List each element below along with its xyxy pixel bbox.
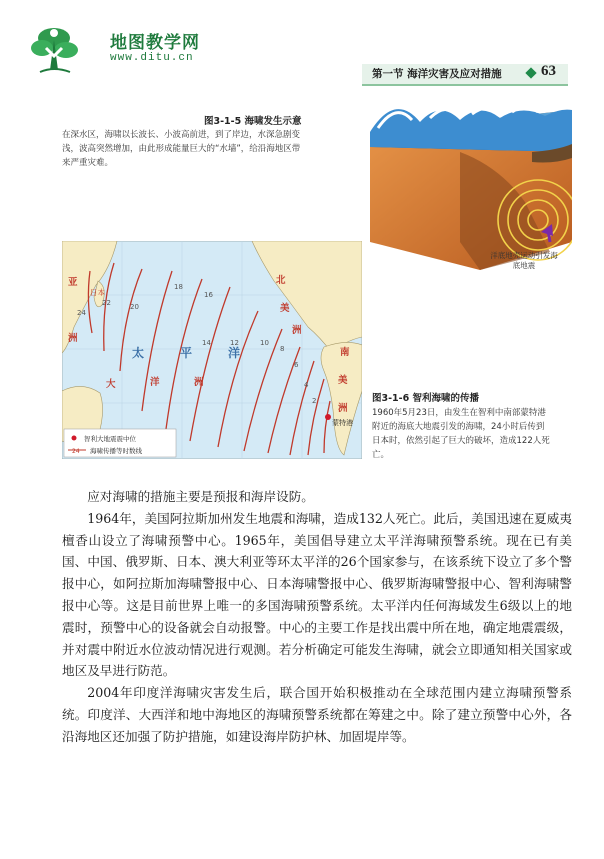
ocean-label: 洋: [228, 346, 241, 360]
earthquake-annotation: 洋底地壳运动引发海底地震: [490, 251, 558, 270]
site-url[interactable]: www.ditu.cn: [110, 52, 194, 64]
continent-label: 洲: [338, 403, 348, 414]
figure2-caption: 1960年5月23日，由发生在智利中南部蒙特港附近的海底大地震引发的海啸，24小时后传到日本时，依然引起了巨大的破坏，造成122人死亡。: [372, 408, 550, 460]
puerto-montt-label: 蒙特港: [332, 419, 353, 427]
legend-isoline-label: 海啸传播等时数线: [90, 447, 142, 455]
continent-label: 洋: [150, 377, 160, 388]
site-brand: 地图教学网: [110, 33, 200, 53]
figure1-title: 图3-1-5 海啸发生示意: [204, 116, 302, 127]
figure2-title: 图3-1-6 智利海啸的传播: [372, 393, 480, 404]
legend-epicenter-label: 智利大地震震中位: [84, 435, 136, 443]
contour-label: 6: [294, 361, 299, 369]
continent-label: 南: [340, 347, 350, 358]
contour-label: 4: [304, 381, 309, 389]
continent-label: 洲: [292, 325, 302, 336]
contour-label: 8: [280, 345, 285, 353]
paragraph: 1964年，美国阿拉斯加州发生地震和海啸，造成132人死亡。此后，美国迅速在夏威夷檀香山设立了海啸预警中心。1965年，美国倡导建立太平洋海啸预警系统。现在已有美国、中国、俄罗斯、日本、澳大利亚等环太平洋的26个国家参与，在该系统下设立了多个警报中心，如阿拉斯加海啸警报中心、日本海啸警报中心、俄罗斯海啸警报中心、智利海啸警报中心等。这是目前世界上唯一的多国海啸预警系统。太平洋内任何海域发生6级以上的地震时，预警中心的设备就会自动报警。中心的主要工作是找出震中所在地，确定地震震级，并对震中附近水位波动情况进行观测。若分析确定可能发生海啸，就会立即通知相关国家或地区及早进行防范。: [62, 510, 572, 679]
paragraph: 应对海啸的措施主要是预报和海岸设防。: [87, 489, 314, 504]
legend-epicenter-icon: [72, 436, 77, 441]
contour-label: 2: [312, 397, 317, 405]
ocean-label: 太: [132, 346, 145, 360]
contour-label: 12: [230, 339, 239, 347]
figure1-caption: 在深水区，海啸以长波长、小波高前进，到了岸边，水深急剧变浅，波高突然增加，由此形成能量巨大的“水墙”，给沿海地区带来严重灾难。: [62, 130, 301, 168]
continent-label: 北: [276, 275, 286, 286]
continent-label: 美: [280, 303, 290, 314]
contour-label: 18: [174, 283, 183, 291]
site-logo: [22, 20, 112, 75]
contour-label: 10: [260, 339, 269, 347]
ocean-label: 平: [180, 346, 193, 360]
epicenter-marker: [325, 414, 331, 420]
japan-label: 日本: [90, 288, 105, 297]
continent-label: 洲: [194, 377, 204, 388]
contour-label: 14: [202, 339, 211, 347]
contour-label: 22: [102, 299, 111, 307]
main-text: [62, 486, 572, 748]
paragraph: 2004年印度洋海啸灾害发生后，联合国开始积极推动在全球范围内建立海啸预警系统。印度洋、大西洋和地中海地区的海啸预警系统都在筹建之中。除了建立预警中心外，各沿海地区还加强了防护措施，如建设海岸防护林、加固堤岸等。: [62, 685, 572, 744]
continent-label: 美: [338, 375, 348, 386]
continent-label: 大: [106, 379, 116, 390]
continent-label: 亚: [68, 277, 78, 288]
contour-label: 16: [204, 291, 213, 299]
contour-label: 20: [130, 303, 139, 311]
section-title: 第一节 海洋灾害及应对措施: [372, 68, 502, 80]
continent-label: 洲: [68, 333, 78, 344]
page-number: 63: [541, 63, 556, 79]
tsunami-propagation-map: [62, 241, 362, 459]
contour-label: 24: [77, 309, 86, 317]
legend-isoline-marker: 24: [72, 448, 80, 455]
